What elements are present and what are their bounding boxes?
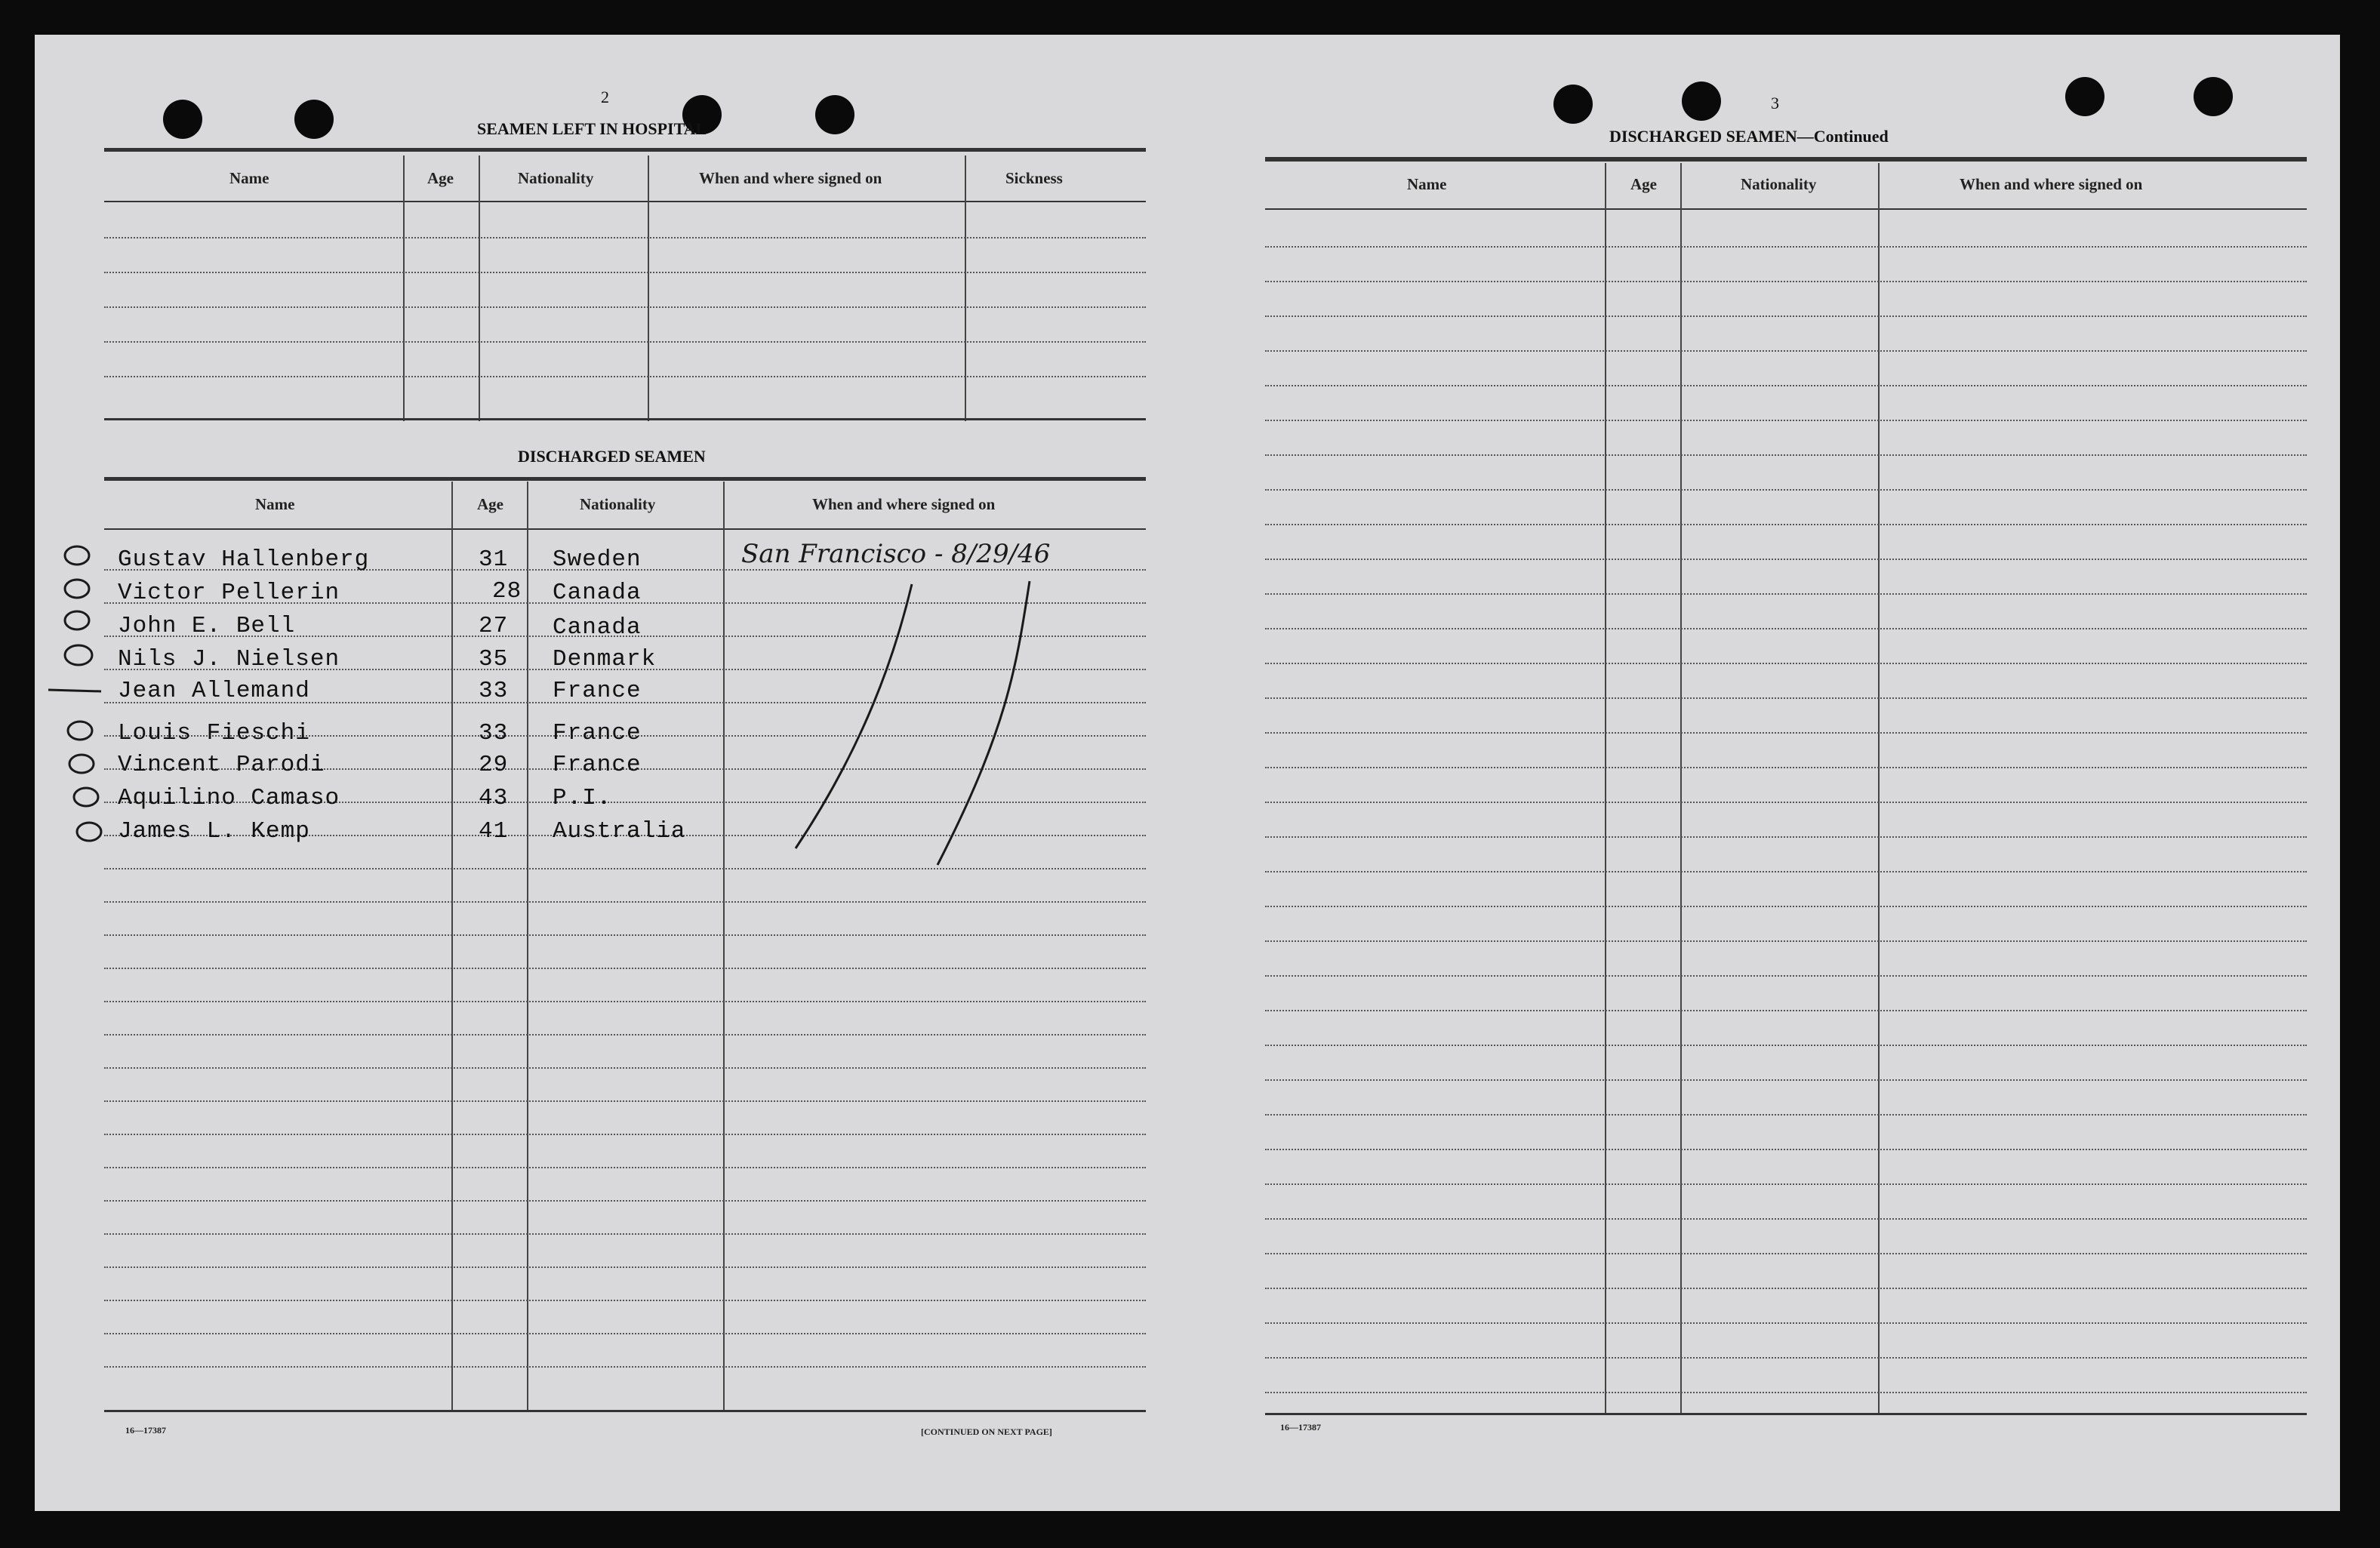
continued-note: [CONTINUED ON NEXT PAGE] bbox=[921, 1426, 1052, 1437]
seaman-age: 28 bbox=[492, 578, 522, 605]
right-form-number: 16—17387 bbox=[1280, 1422, 1321, 1433]
discharged-col-age: Age bbox=[477, 495, 503, 513]
right-top-rule bbox=[1265, 157, 2307, 162]
hospital-section-title: SEAMEN LEFT IN HOSPITAL bbox=[477, 119, 707, 138]
right-page-number: 3 bbox=[1771, 94, 1779, 112]
seaman-age: 27 bbox=[479, 613, 509, 639]
document-sheet bbox=[35, 35, 2340, 1511]
seaman-nationality: Australia bbox=[553, 818, 686, 845]
seaman-nationality: France bbox=[553, 752, 642, 778]
seaman-nationality: P.I. bbox=[553, 785, 612, 811]
discharged-col-name: Name bbox=[255, 495, 295, 513]
right-col-age: Age bbox=[1630, 175, 1657, 193]
seaman-nationality: Sweden bbox=[553, 546, 642, 573]
punch-hole bbox=[1553, 85, 1593, 124]
seaman-age: 31 bbox=[479, 546, 509, 573]
right-col-signed-on: When and where signed on bbox=[1960, 175, 2143, 193]
hospital-col-name: Name bbox=[229, 169, 269, 187]
hospital-col-sickness: Sickness bbox=[1005, 169, 1063, 187]
seaman-nationality: Canada bbox=[553, 580, 642, 606]
right-col-name: Name bbox=[1407, 175, 1447, 193]
seaman-nationality: France bbox=[553, 720, 642, 746]
discharged-section-title: DISCHARGED SEAMEN bbox=[518, 447, 706, 466]
handwritten-signed-on: San Francisco - 8/29/46 bbox=[741, 539, 1051, 569]
seaman-age: 43 bbox=[479, 785, 509, 811]
seaman-age: 29 bbox=[479, 752, 509, 778]
seaman-name: Aquilino Camaso bbox=[118, 785, 340, 811]
seaman-name: John E. Bell bbox=[118, 613, 296, 639]
handwritten-marks bbox=[35, 35, 1152, 940]
seaman-name: Vincent Parodi bbox=[118, 752, 325, 778]
hospital-col-age: Age bbox=[427, 169, 454, 187]
seaman-name: Louis Fieschi bbox=[118, 720, 310, 746]
seaman-name: Jean Allemand bbox=[118, 678, 310, 704]
left-page-number: 2 bbox=[601, 88, 609, 106]
seaman-nationality: Denmark bbox=[553, 646, 657, 672]
discharged-col-signed-on: When and where signed on bbox=[812, 495, 996, 513]
seaman-nationality: Canada bbox=[553, 614, 642, 641]
punch-hole bbox=[1682, 82, 1721, 121]
discharged-col-nationality: Nationality bbox=[580, 495, 656, 513]
seaman-name: Gustav Hallenberg bbox=[118, 546, 370, 573]
punch-hole bbox=[2065, 77, 2104, 116]
seaman-name: Victor Pellerin bbox=[118, 580, 340, 606]
seaman-age: 33 bbox=[479, 720, 509, 746]
seaman-age: 33 bbox=[479, 678, 509, 704]
seaman-name: James L. Kemp bbox=[118, 818, 310, 845]
left-form-number: 16—17387 bbox=[125, 1425, 166, 1436]
seaman-nationality: France bbox=[553, 678, 642, 704]
right-page-title: DISCHARGED SEAMEN—Continued bbox=[1609, 127, 1889, 146]
seaman-name: Nils J. Nielsen bbox=[118, 646, 340, 672]
hospital-col-nationality: Nationality bbox=[518, 169, 594, 187]
punch-hole bbox=[2194, 77, 2233, 116]
seaman-age: 35 bbox=[479, 646, 509, 672]
seaman-age: 41 bbox=[479, 818, 509, 845]
right-col-nationality: Nationality bbox=[1741, 175, 1817, 193]
hospital-col-signed-on: When and where signed on bbox=[699, 169, 882, 187]
